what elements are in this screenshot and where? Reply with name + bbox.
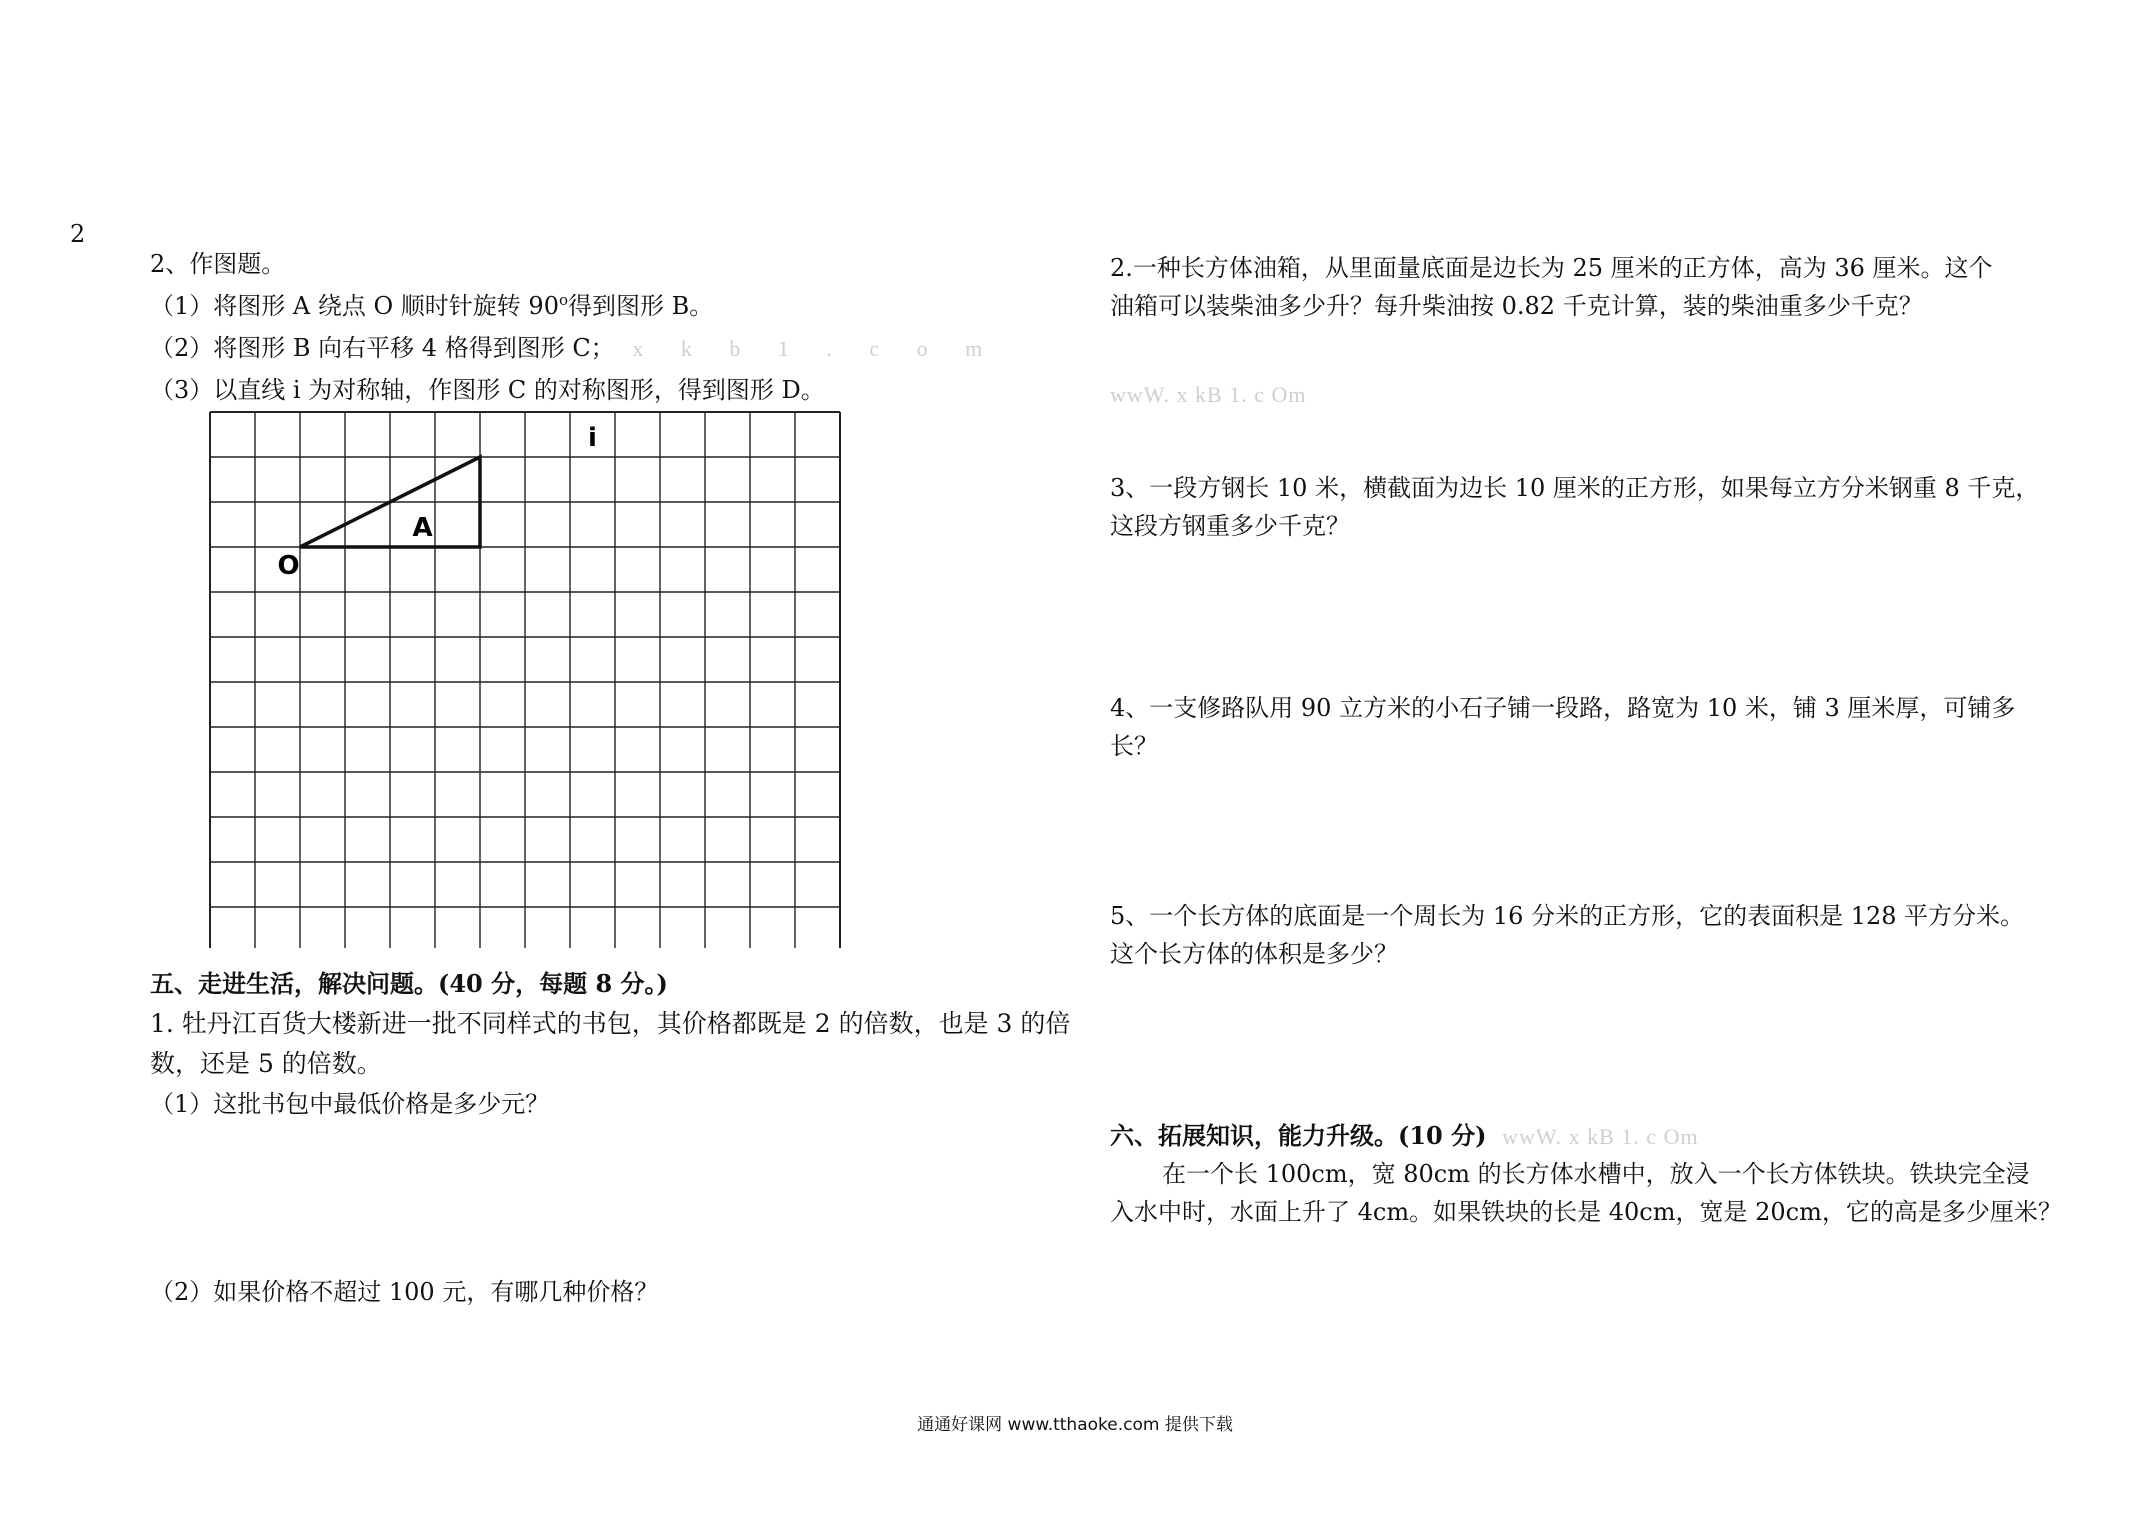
problem-1-sub-2: （2）如果价格不超过 100 元，有哪几种价格？ <box>150 1278 659 1306</box>
section-6-row <box>1110 1118 1699 1155</box>
problem-1-line-2: 数，还是 5 的倍数。 <box>150 1049 382 1078</box>
problem-4-line-1: 4、一支修路队用 90 立方米的小石子铺一段路，路宽为 10 米，铺 3 厘米厚，可铺多 <box>1110 694 2016 722</box>
problem-3-line-2: 这段方钢重多少千克？ <box>1110 512 1350 540</box>
q2-sub3: （3）以直线 i 为对称轴，作图形 C 的对称图形，得到图形 D。 <box>150 376 825 404</box>
problem-6-line-2: 入水中时，水面上升了 4cm。如果铁块的长是 40cm，宽是 20cm，它的高是多少厘米？ <box>1110 1198 2062 1226</box>
watermark-inline: x k b 1 . c o m <box>632 336 999 361</box>
watermark-1: wwW. x kB 1. c Om <box>1110 382 1307 407</box>
problem-4-line-2: 长？ <box>1110 732 1158 760</box>
grid-figure <box>206 408 848 948</box>
q2-sub2-text: （2）将图形 B 向右平移 4 格得到图形 C； <box>150 334 615 362</box>
q2-sub2 <box>150 330 998 367</box>
section-5-title: 五、走进生活，解决问题。(40 分，每题 8 分。) <box>150 969 668 998</box>
problem-3-line-1: 3、一段方钢长 10 米，横截面为边长 10 厘米的正方形，如果每立方分米钢重 8 千克， <box>1110 474 2040 502</box>
problem-6-line-1: 在一个长 100cm，宽 80cm 的长方体水槽中，放入一个长方体铁块。铁块完全浸 <box>1162 1160 2030 1188</box>
footer-text: 通通好课网 www.tthaoke.com 提供下载 <box>917 1415 1233 1435</box>
problem-5-line-1: 5、一个长方体的底面是一个周长为 16 分米的正方形，它的表面积是 128 平方分米。 <box>1110 902 2025 930</box>
problem-2-line-2: 油箱可以装柴油多少升？每升柴油按 0.82 千克计算，装的柴油重多少千克？ <box>1110 292 1923 320</box>
page-number: 2 <box>70 220 86 248</box>
grid-lines <box>210 412 840 948</box>
line-i-label: i <box>588 422 597 453</box>
problem-5-line-2: 这个长方体的体积是多少？ <box>1110 940 1398 968</box>
point-o-label: O <box>277 551 300 581</box>
problem-1-sub-1: （1）这批书包中最低价格是多少元？ <box>150 1090 550 1118</box>
q2-title: 2、作图题。 <box>150 250 286 278</box>
problem-2-line-1: 2.一种长方体油箱，从里面量底面是边长为 25 厘米的正方体，高为 36 厘米。这个 <box>1110 254 1993 282</box>
q2-sub1-text: （1）将图形 A 绕点 O 顺时针旋转 90 <box>150 292 559 320</box>
q2-sub1 <box>150 288 713 324</box>
degree-mark: o <box>558 291 568 309</box>
watermark-2: wwW. x kB 1. c Om <box>1502 1124 1699 1149</box>
problem-1-line-1: 1. 牡丹江百货大楼新进一批不同样式的书包，其价格都既是 2 的倍数，也是 3 的倍 <box>150 1009 1071 1038</box>
q2-sub1-text-end: 得到图形 B。 <box>568 292 714 320</box>
shape-a-label: A <box>412 512 433 543</box>
section-6-title: 六、拓展知识，能力升级。(10 分) <box>1110 1121 1487 1150</box>
